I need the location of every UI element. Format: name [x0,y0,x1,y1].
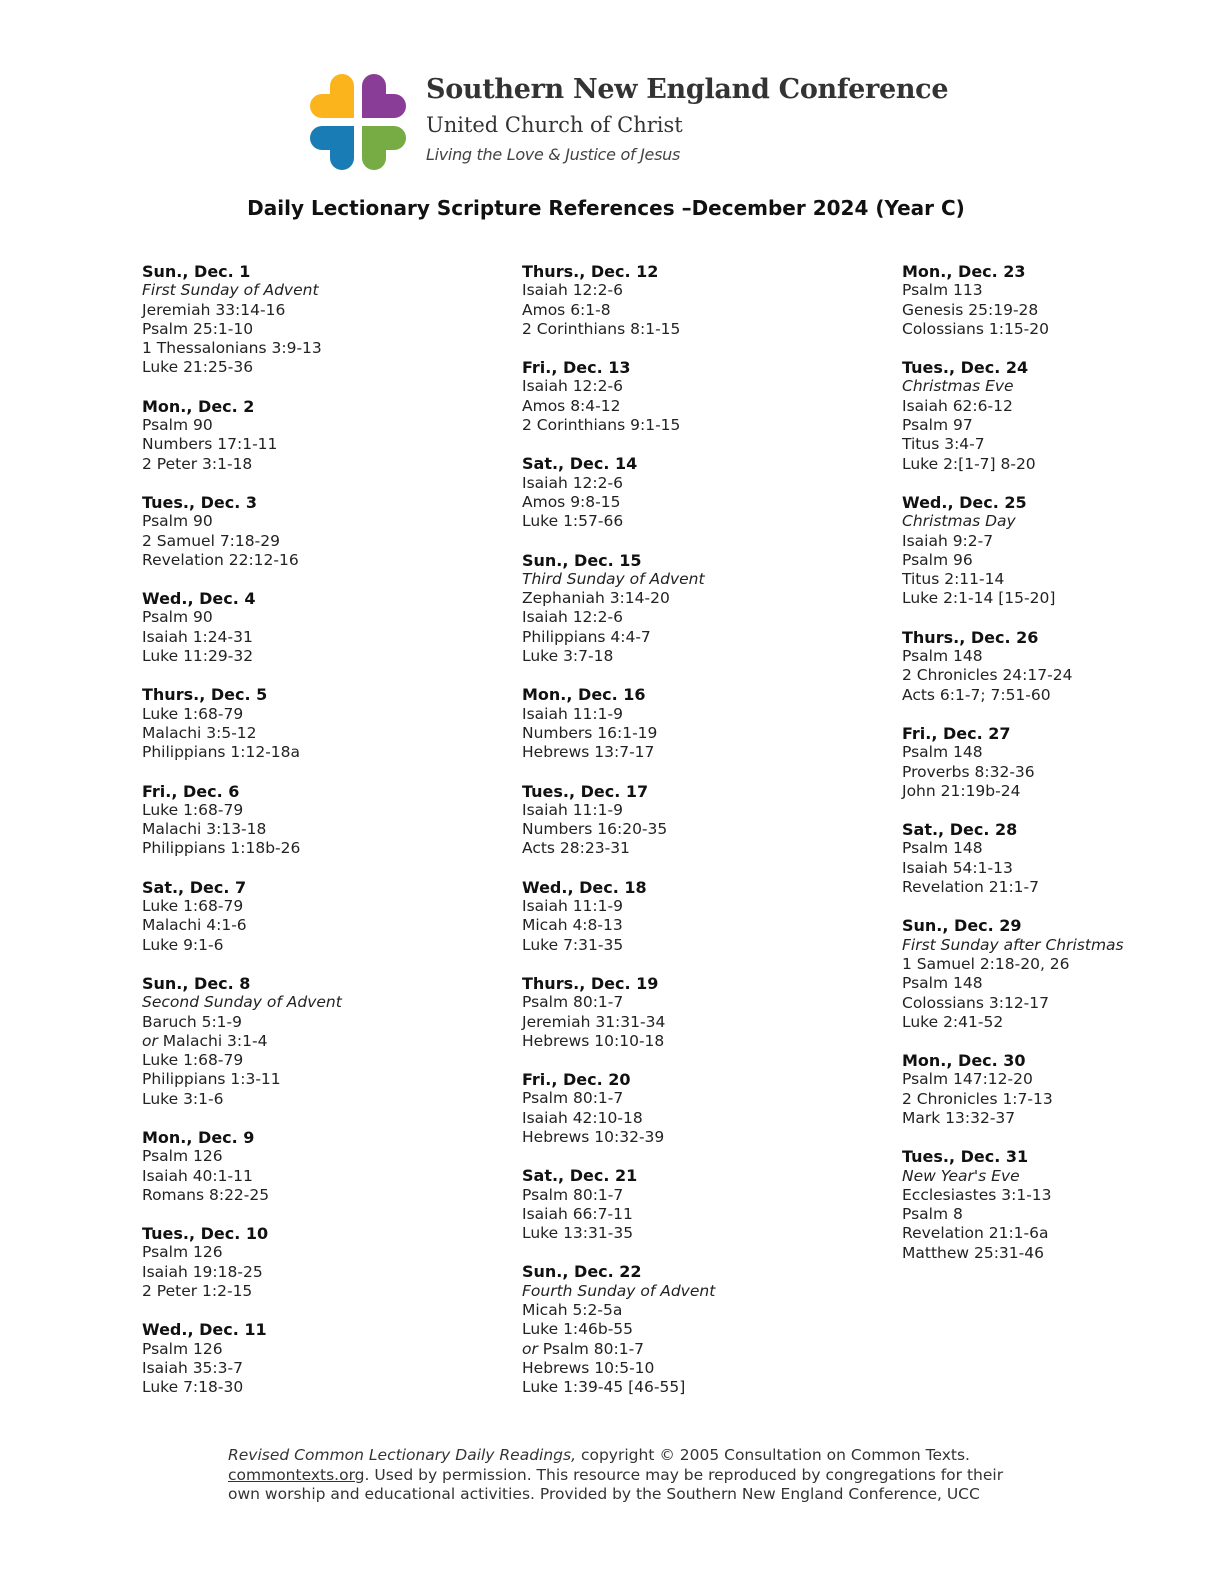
day-entry [522,358,892,435]
footer-permission: . Used by permission. This resource may be reproduced by congregations for their [364,1465,1004,1484]
scripture-reading: Zephaniah 3:14-20 [522,589,670,608]
day-date: Mon., Dec. 9 [142,1127,255,1147]
scripture-reading: Philippians 1:3-11 [142,1070,281,1089]
scripture-reading: Genesis 25:19-28 [902,300,1039,319]
scripture-reading: Luke 3:7-18 [522,647,614,666]
day-entry [522,1166,892,1243]
scripture-reading: Isaiah 66:7-11 [522,1204,633,1223]
scripture-reference: Psalm 80:1-7 [542,1339,645,1358]
liturgical-day-note: Second Sunday of Advent [142,993,342,1012]
footer-line-1 [228,1446,1048,1466]
scripture-reference: Malachi 3:1-4 [162,1031,268,1050]
liturgical-day-note: Third Sunday of Advent [522,569,705,588]
day-date: Tues., Dec. 24 [902,358,1029,378]
scripture-reading: Luke 1:68-79 [142,800,244,819]
logo-heart-green [362,126,406,170]
scripture-reading: Psalm 90 [142,608,213,627]
liturgical-day-note: First Sunday of Advent [142,281,319,300]
day-date: Mon., Dec. 16 [522,685,646,705]
scripture-reading: Ecclesiastes 3:1-13 [902,1185,1052,1204]
scripture-reading: Matthew 25:31-46 [902,1243,1044,1262]
scripture-reading: Isaiah 12:2-6 [522,473,623,492]
logo-heart-blue [310,126,354,170]
day-entry [522,685,892,762]
scripture-reading: Psalm 25:1-10 [142,319,254,338]
day-date: Fri., Dec. 27 [902,723,1011,743]
scripture-reading: Luke 13:31-35 [522,1224,634,1243]
scripture-reading: Psalm 90 [142,512,213,531]
day-date: Sat., Dec. 14 [522,454,638,474]
day-entry [902,493,1224,609]
scripture-reading: 2 Samuel 7:18-29 [142,531,280,550]
scripture-reading: 2 Peter 3:1-18 [142,454,253,473]
scripture-reading: Isaiah 12:2-6 [522,281,623,300]
scripture-reading: 2 Chronicles 1:7-13 [902,1089,1053,1108]
scripture-reading: Hebrews 13:7-17 [522,743,655,762]
scripture-reading [142,1032,512,1051]
scripture-reading: Psalm 126 [142,1339,223,1358]
day-date: Sat., Dec. 28 [902,820,1018,840]
scripture-reading: Luke 2:[1-7] 8-20 [902,454,1036,473]
scripture-reading: Luke 1:46b-55 [522,1320,634,1339]
day-entry [522,1070,892,1147]
day-date: Sat., Dec. 7 [142,877,247,897]
day-entry [142,589,512,666]
scripture-reading: Hebrews 10:32-39 [522,1127,665,1146]
scripture-reading [522,1340,892,1359]
day-entry [142,878,512,955]
footer-source-title: Revised Common Lectionary Daily Readings, [228,1446,577,1464]
day-date: Fri., Dec. 13 [522,358,631,378]
scripture-reading: Isaiah 42:10-18 [522,1108,643,1127]
scripture-reading: Psalm 8 [902,1205,963,1224]
day-entry [902,1051,1224,1128]
day-entry [522,878,892,955]
scripture-reading: Psalm 113 [902,281,983,300]
scripture-reading: 1 Samuel 2:18-20, 26 [902,954,1070,973]
scripture-reading: Isaiah 19:18-25 [142,1262,263,1281]
scripture-reading: Colossians 3:12-17 [902,993,1050,1012]
day-entry [902,820,1224,897]
scripture-reading: Luke 3:1-6 [142,1089,224,1108]
day-date: Tues., Dec. 3 [142,492,258,512]
scripture-reading: Philippians 1:12-18a [142,743,301,762]
day-date: Fri., Dec. 6 [142,781,240,801]
liturgical-day-note: First Sunday after Christmas [902,935,1124,954]
day-date: Thurs., Dec. 19 [522,973,659,993]
scripture-reading: Luke 1:68-79 [142,704,244,723]
liturgical-day-note: Fourth Sunday of Advent [522,1281,716,1300]
org-name: Southern New England Conference [426,74,949,105]
scripture-reading: Luke 7:18-30 [142,1378,244,1397]
scripture-reading: Jeremiah 33:14-16 [142,300,286,319]
scripture-reading: Isaiah 11:1-9 [522,897,623,916]
day-entry [522,551,892,667]
day-entry [902,628,1224,705]
day-date: Wed., Dec. 18 [522,877,647,897]
scripture-reading: Amos 9:8-15 [522,492,621,511]
scripture-reading: 2 Peter 1:2-15 [142,1282,253,1301]
scripture-reading: Luke 9:1-6 [142,935,224,954]
scripture-reading: Isaiah 40:1-11 [142,1166,253,1185]
day-entry [902,262,1224,339]
scripture-reading: Isaiah 35:3-7 [142,1358,243,1377]
day-entry [142,782,512,859]
scripture-reading: Isaiah 1:24-31 [142,627,253,646]
scripture-reading: Hebrews 10:5-10 [522,1358,655,1377]
scripture-reading: Luke 1:68-79 [142,1051,244,1070]
scripture-reading: Psalm 148 [902,839,983,858]
day-entry [902,916,1224,1032]
scripture-reading: 2 Corinthians 9:1-15 [522,416,681,435]
scripture-reading: Proverbs 8:32-36 [902,762,1035,781]
copyright-footer [228,1446,1048,1505]
day-date: Wed., Dec. 25 [902,492,1027,512]
commontexts-link[interactable]: commontexts.org [228,1465,365,1484]
scripture-reading: Hebrews 10:10-18 [522,1031,665,1050]
day-entry [142,685,512,762]
day-date: Sun., Dec. 22 [522,1262,642,1282]
day-date: Tues., Dec. 17 [522,781,649,801]
scripture-reading: Psalm 80:1-7 [522,1089,624,1108]
scripture-reading: Psalm 148 [902,743,983,762]
scripture-reading: Romans 8:22-25 [142,1185,270,1204]
scripture-reading: Philippians 1:18b-26 [142,839,301,858]
scripture-reading: Luke 1:68-79 [142,897,244,916]
day-date: Tues., Dec. 10 [142,1224,269,1244]
reading-column-1 [142,262,512,1417]
scripture-reading: Isaiah 11:1-9 [522,800,623,819]
day-entry [522,262,892,339]
day-entry [142,1224,512,1301]
day-date: Thurs., Dec. 5 [142,685,268,705]
day-entry [142,397,512,474]
day-date: Sun., Dec. 15 [522,550,642,570]
scripture-reading: Malachi 3:13-18 [142,820,267,839]
scripture-reading: 1 Thessalonians 3:9-13 [142,339,322,358]
reading-column-3 [902,262,1224,1282]
scripture-reading: Luke 7:31-35 [522,935,624,954]
scripture-reading: Psalm 148 [902,647,983,666]
day-entry [522,782,892,859]
document-title: Daily Lectionary Scripture References –December 2024 (Year C) [247,196,965,220]
day-date: Thurs., Dec. 26 [902,627,1039,647]
scripture-reading: Luke 21:25-36 [142,358,254,377]
scripture-reading: Amos 6:1-8 [522,300,611,319]
scripture-reading: Philippians 4:4-7 [522,627,651,646]
scripture-reading: Isaiah 62:6-12 [902,396,1013,415]
scripture-reading: Psalm 147:12-20 [902,1070,1033,1089]
scripture-reading: Numbers 17:1-11 [142,435,278,454]
org-text [426,70,948,170]
scripture-reading: Psalm 126 [142,1147,223,1166]
scripture-reading: Titus 2:11-14 [902,570,1005,589]
day-date: Wed., Dec. 4 [142,589,256,609]
scripture-reading: Revelation 22:12-16 [142,550,299,569]
scripture-reading: Luke 1:39-45 [46-55] [522,1378,686,1397]
day-date: Sun., Dec. 29 [902,916,1022,936]
scripture-reading: Amos 8:4-12 [522,396,621,415]
scripture-reading: Luke 11:29-32 [142,647,254,666]
day-entry [142,1128,512,1205]
day-date: Fri., Dec. 20 [522,1070,631,1090]
conference-logo [306,70,410,174]
scripture-reading: Psalm 126 [142,1243,223,1262]
day-date: Mon., Dec. 23 [902,262,1026,281]
scripture-reading: 2 Corinthians 8:1-15 [522,319,681,338]
scripture-reading: Colossians 1:15-20 [902,319,1050,338]
day-date: Mon., Dec. 2 [142,396,255,416]
liturgical-day-note: Christmas Eve [902,377,1014,396]
day-entry [142,493,512,570]
day-entry [902,358,1224,474]
day-entry [142,262,512,378]
scripture-reading: Micah 5:2-5a [522,1301,623,1320]
scripture-reading: Micah 4:8-13 [522,916,623,935]
org-tagline: Living the Love & Justice of Jesus [426,145,680,164]
footer-line-2 [228,1466,1048,1486]
scripture-reading: Psalm 97 [902,416,973,435]
day-entry [142,974,512,1109]
day-entry [522,1262,892,1397]
day-entry [522,974,892,1051]
day-date: Tues., Dec. 31 [902,1147,1029,1167]
scripture-reading: Baruch 5:1-9 [142,1012,243,1031]
scripture-reading: Psalm 96 [902,550,973,569]
day-date: Sat., Dec. 21 [522,1166,638,1186]
scripture-reading: Numbers 16:20-35 [522,820,668,839]
scripture-reading: Luke 2:41-52 [902,1012,1004,1031]
scripture-reading: 2 Chronicles 24:17-24 [902,666,1073,685]
day-date: Sun., Dec. 1 [142,262,251,281]
day-entry [142,1320,512,1397]
page-header [306,70,949,174]
org-subtitle: United Church of Christ [426,113,683,137]
scripture-reading: Isaiah 9:2-7 [902,531,994,550]
scripture-reading: Titus 3:4-7 [902,435,985,454]
scripture-reading: John 21:19b-24 [902,781,1021,800]
scripture-reading: Revelation 21:1-7 [902,878,1040,897]
scripture-reading: Malachi 4:1-6 [142,916,247,935]
scripture-reading: Psalm 148 [902,974,983,993]
day-entry [902,1147,1224,1263]
scripture-reading: Psalm 80:1-7 [522,1185,624,1204]
logo-heart-yellow [310,74,354,118]
day-entry [902,724,1224,801]
scripture-reading: Revelation 21:1-6a [902,1224,1049,1243]
scripture-reading: Acts 28:23-31 [522,839,630,858]
footer-copyright: copyright © 2005 Consultation on Common Texts. [576,1446,970,1464]
day-entry [522,454,892,531]
liturgical-day-note: New Year's Eve [902,1166,1020,1185]
scripture-reading: Malachi 3:5-12 [142,723,257,742]
alternative-marker: or [522,1339,538,1358]
scripture-reading: Luke 1:57-66 [522,512,624,531]
scripture-reading: Mark 13:32-37 [902,1108,1016,1127]
scripture-reading: Psalm 80:1-7 [522,993,624,1012]
day-date: Thurs., Dec. 12 [522,262,659,281]
scripture-reading: Luke 2:1-14 [15-20] [902,589,1056,608]
scripture-reading: Isaiah 54:1-13 [902,858,1013,877]
scripture-reading: Numbers 16:1-19 [522,723,658,742]
liturgical-day-note: Christmas Day [902,512,1016,531]
scripture-reading: Jeremiah 31:31-34 [522,1012,666,1031]
scripture-reading: Isaiah 12:2-6 [522,608,623,627]
scripture-reading: Isaiah 12:2-6 [522,377,623,396]
footer-line-3: own worship and educational activities. Provided by the Southern New England Conference, UCC [228,1485,980,1504]
day-date: Wed., Dec. 11 [142,1320,267,1340]
reading-column-2 [522,262,892,1417]
day-date: Mon., Dec. 30 [902,1051,1026,1071]
scripture-reading: Psalm 90 [142,416,213,435]
scripture-reading: Isaiah 11:1-9 [522,704,623,723]
logo-heart-purple [362,74,406,118]
scripture-reading: Acts 6:1-7; 7:51-60 [902,685,1051,704]
alternative-marker: or [142,1031,158,1050]
day-date: Sun., Dec. 8 [142,973,251,993]
